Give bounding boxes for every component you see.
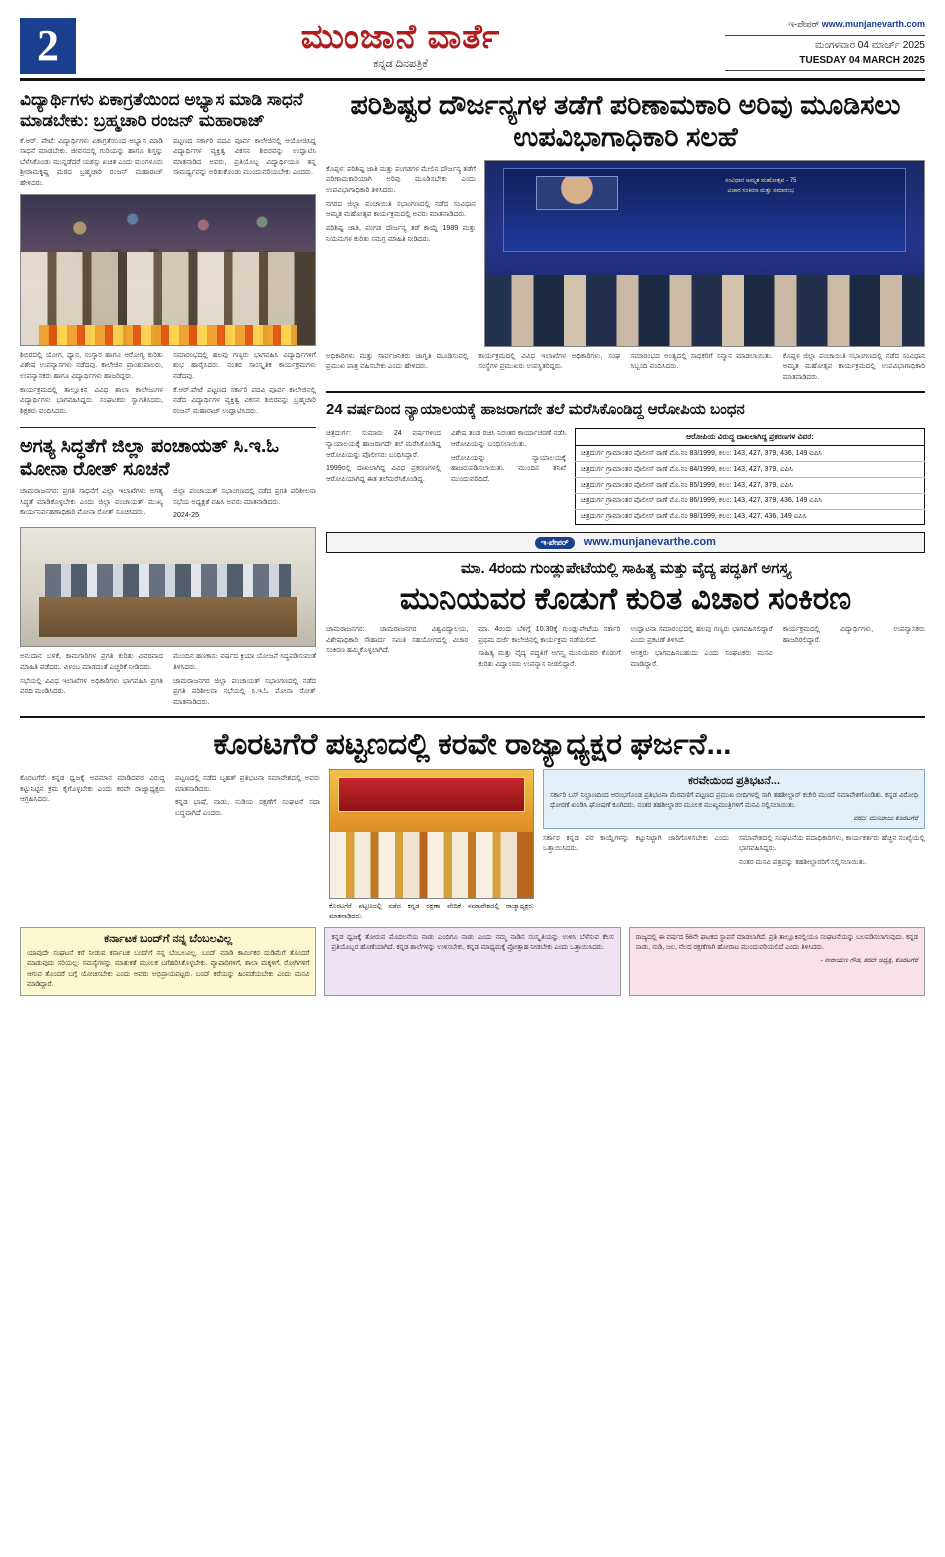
page-number: 2 bbox=[20, 18, 76, 74]
article-2-para: ಸಮಾರಂಭದ ಅಂತ್ಯದಲ್ಲಿ ಸಾಧಕರಿಗೆ ಸನ್ಮಾನ ಮಾಡಲಾಯಿತು. ಸಿಬ್ಬಂದಿ ವಂದಿಸಿದರು. bbox=[630, 351, 773, 371]
banner-line-1: ಸಂವಿಧಾನ ಅಮೃತ ಮಹೋತ್ಸವ - 75 bbox=[725, 178, 797, 185]
article-6-para: ಸಮಾವೇಶದಲ್ಲಿ ಸಂಘಟನೆಯ ಪದಾಧಿಕಾರಿಗಳು, ಕಾರ್ಯಕರ್ತರು ಹೆಚ್ಚಿನ ಸಂಖ್ಯೆಯಲ್ಲಿ ಭಾಗವಹಿಸಿದ್ದರು. bbox=[739, 833, 925, 853]
article-2-para: ಕೊಪ್ಪಳ: ಪರಿಶಿಷ್ಟ ಜಾತಿ ಮತ್ತು ಪಂಗಡಗಳ ಮೇಲಿನ ದೌರ್ಜನ್ಯ ತಡೆಗೆ ಪರಿಣಾಮಕಾರಿಯಾಗಿ ಅರಿವು ಮೂಡಿಸಬೇಕು ಎಂದು ಉಪವಿಭಾಗಾಧಿಕಾರಿ ತಿಳಿಸಿದರು. bbox=[326, 164, 476, 195]
divider bbox=[326, 391, 925, 393]
bottom-box-row bbox=[20, 927, 925, 996]
article-4-para: 1999ರಲ್ಲಿ ದಾಖಲಾಗಿದ್ದ ವಿವಿಧ ಪ್ರಕರಣಗಳಲ್ಲಿ ಆರೋಪಿಯಾಗಿದ್ದ ಈತ ತಲೆಮರೆಸಿಕೊಂಡಿದ್ದ. bbox=[326, 464, 441, 484]
banner-line-2: ವಿಚಾರ ಸಂಕಿರಣ ಮತ್ತು ಸಮಾರಂಭ bbox=[727, 187, 795, 194]
article-3-body-cont bbox=[20, 651, 316, 707]
article-3-year: 2024-25 bbox=[173, 511, 200, 520]
article-1-photo bbox=[20, 194, 316, 346]
table-title: ಆರೋಪಿಯ ವಿರುದ್ಧ ದಾಖಲಾಗಿದ್ದ ಪ್ರಕರಣಗಳ ವಿವರ: bbox=[576, 429, 925, 446]
article-6-headline: ಕೊರಟಗೆರೆ ಪಟ್ಟಣದಲ್ಲಿ ಕರವೇ ರಾಜ್ಯಾಧ್ಯಕ್ಷರ ಘರ್ಜನೆ... bbox=[213, 727, 732, 761]
case-row: ಚಿತ್ರದುರ್ಗ ಗ್ರಾಮಾಂತರ ಪೊಲೀಸ್ ಠಾಣೆ ಮೊ.ನಂ 98/1999, ಕಲಂ: 143, 427, 436, 149 ಐಪಿಸಿ bbox=[581, 513, 807, 521]
table-row bbox=[576, 462, 925, 478]
article-6-photo bbox=[329, 769, 534, 899]
article-6-photo-caption: ಕೊರಟಗೆರೆ ಪಟ್ಟಣದಲ್ಲಿ ನಡೆದ ಕನ್ನಡ ರಕ್ಷಣಾ ವೇದಿಕೆ ಸಮಾವೇಶದಲ್ಲಿ ರಾಜ್ಯಾಧ್ಯಕ್ಷರು ಮಾತನಾಡಿದರು. bbox=[329, 903, 534, 920]
case-row: ಚಿತ್ರದುರ್ಗ ಗ್ರಾಮಾಂತರ ಪೊಲೀಸ್ ಠಾಣೆ ಮೊ.ನಂ 84/1999, ಕಲಂ: 143, 427, 379, ಐಪಿಸಿ bbox=[576, 462, 925, 478]
article-1-para: ಪಟ್ಟಣದ ಸರ್ಕಾರಿ ಪದವಿ ಪೂರ್ವ ಕಾಲೇಜಿನಲ್ಲಿ ಆಯೋಜಿಸಿದ್ದ ವಿದ್ಯಾರ್ಥಿಗಳ ವ್ಯಕ್ತಿತ್ವ ವಿಕಸನ ಶಿಬಿರವನ್ನು ಉದ್ಘಾಟಿಸಿ ಮಾತನಾಡಿದ ಅವರು, ಪ್ರತಿಯೊಬ್ಬ ವಿದ್ಯಾರ್ಥಿಯೂ ತನ್ನ ಸಾಮರ್ಥ್ಯವನ್ನು ಅರಿತುಕೊಂಡು ಮುಂದುವರಿಯಬೇಕು ಎಂದರು. bbox=[173, 136, 316, 177]
box-flag-statement bbox=[324, 927, 620, 996]
box-unit-text: ರಾಜ್ಯದಲ್ಲಿ ಈ ವರ್ಷದ 56ನೇ ಘಟಕದ ಸ್ಥಾಪನೆ ಮಾಡಲಾಗಿದೆ. ಪ್ರತಿ ತಾಲ್ಲೂಕಿನಲ್ಲಿಯೂ ಸಂಘಟನೆಯನ್ನು ಬಲಪಡಿಸಲಾಗುವುದು. ಕನ್ನಡ ನಾಡು, ನುಡಿ, ಜಲ, ನೆಲದ ರಕ್ಷಣೆಗಾಗಿ ಹೋರಾಟ ಮುಂದುವರಿಯಲಿದೆ ಎಂದು ತಿಳಿಸಿದರು. bbox=[635, 934, 918, 952]
article-5-para: ಚಾಮರಾಜನಗರ: ಚಾಮರಾಜನಗರ ವಿಶ್ವವಿದ್ಯಾಲಯ, ವಿಶೇಷಾಧಿಕಾರಿ ಸೌಹಾರ್ದ ಸಮಿತಿ ಸಹಯೋಗದಲ್ಲಿ ವಿಚಾರ ಸಂಕಿರಣ ಹಮ್ಮಿಕೊಳ್ಳಲಾಗಿದೆ. bbox=[326, 625, 469, 655]
date-english: TUESDAY 04 MARCH 2025 bbox=[799, 54, 925, 66]
article-4-body bbox=[326, 428, 566, 487]
table-row bbox=[576, 446, 925, 462]
article-2-para: ನಗರದ ಜಿಲ್ಲಾ ಪಂಚಾಯಿತಿ ಸಭಾಂಗಣದಲ್ಲಿ ನಡೆದ ಸಂವಿಧಾನ ಅಮೃತ ಮಹೋತ್ಸವ ಕಾರ್ಯಕ್ರಮದಲ್ಲಿ ಅವರು ಮಾತನಾಡಿದರು. bbox=[326, 199, 476, 219]
article-5-para: ಮಾ. 4ರಂದು ಬೆಳಿಗ್ಗೆ 10.30ಕ್ಕೆ ಗುಂಡ್ಲುಪೇಟೆಯ ಸರ್ಕಾರಿ ಪ್ರಥಮ ದರ್ಜೆ ಕಾಲೇಜಿನಲ್ಲಿ ಕಾರ್ಯಕ್ರಮ ನಡೆಯಲಿದೆ. bbox=[478, 625, 621, 644]
article-1-para: ಸಮಾರಂಭದಲ್ಲಿ ಹಲವು ಗಣ್ಯರು ಭಾಗವಹಿಸಿ ವಿದ್ಯಾರ್ಥಿಗಳಿಗೆ ಶುಭ ಹಾರೈಸಿದರು. ನಂತರ ಸಾಂಸ್ಕೃತಿಕ ಕಾರ್ಯಕ್ರಮಗಳು ನಡೆದವು. bbox=[173, 350, 316, 380]
photo-protest-banner bbox=[338, 777, 525, 812]
table-row bbox=[576, 478, 925, 494]
article-6-body-left bbox=[20, 773, 320, 819]
article-4-para: ಚಿತ್ರದುರ್ಗ: ಸುಮಾರು 24 ವರ್ಷಗಳಿಂದ ನ್ಯಾಯಾಲಯಕ್ಕೆ ಹಾಜರಾಗದೇ ತಲೆ ಮರೆಸಿಕೊಂಡಿದ್ದ ಆರೋಪಿಯನ್ನು ಪೊಲೀಸರು ಬಂಧಿಸಿದ್ದಾರೆ. bbox=[326, 429, 441, 459]
paper-subtitle: ಕನ್ನಡ ದಿನಪತ್ರಿಕೆ bbox=[373, 57, 428, 70]
article-1-para: ಕಾರ್ಯಕ್ರಮದಲ್ಲಿ ತಾಲ್ಲೂಕಿನ ವಿವಿಧ ಶಾಲಾ ಕಾಲೇಜುಗಳ ವಿದ್ಯಾರ್ಥಿಗಳು ಭಾಗವಹಿಸಿದ್ದರು. ಸಂಘಟಕರು ಸ್ವಾಗತಿಸಿದರು, ಶಿಕ್ಷಕರು ವಂದಿಸಿದರು. bbox=[20, 385, 163, 415]
epaper-web-strip[interactable] bbox=[326, 532, 925, 552]
page-body bbox=[20, 89, 925, 708]
divider bbox=[20, 427, 316, 428]
photo-flower-decor bbox=[39, 325, 298, 345]
article-2-body bbox=[326, 164, 476, 244]
article-5-body bbox=[326, 624, 925, 670]
article-1-body-cont bbox=[20, 350, 316, 420]
sidebar-box-protest-title: ಕರವೇಯಿಂದ ಪ್ರತಿಭಟನೆ... bbox=[687, 775, 781, 788]
photo-dignitaries-row bbox=[485, 275, 924, 345]
article-2-body-left bbox=[326, 160, 476, 347]
article-2-para: ಅಧಿಕಾರಿಗಳು ಮತ್ತು ಸಾರ್ವಜನಿಕರು ಜಾಗೃತಿ ಮೂಡಿಸುವಲ್ಲಿ ಪ್ರಮುಖ ಪಾತ್ರ ವಹಿಸಬೇಕು ಎಂದು ಹೇಳಿದರು. bbox=[326, 351, 469, 371]
article-6-para: ಪಟ್ಟಣದಲ್ಲಿ ನಡೆದ ಬೃಹತ್ ಪ್ರತಿಭಟನಾ ಸಮಾವೇಶದಲ್ಲಿ ಅವರು ಮಾತನಾಡಿದರು. bbox=[175, 774, 320, 793]
box-unit-statement bbox=[629, 927, 925, 996]
article-3-para: ಸಭೆಯಲ್ಲಿ ವಿವಿಧ ಇಲಾಖೆಗಳ ಅಧಿಕಾರಿಗಳು ಭಾಗವಹಿಸಿ ಪ್ರಗತಿ ವರದಿ ಮಂಡಿಸಿದರು. bbox=[20, 676, 163, 696]
photo-seated-officials bbox=[45, 564, 292, 599]
photo-activists-row bbox=[330, 832, 533, 899]
paper-title: ಮುಂಜಾನೆ ವಾರ್ತೆ bbox=[300, 18, 501, 56]
epaper-website-url: www.munjanevarthe.com bbox=[583, 536, 716, 549]
article-1-para: ಕೆ.ಆರ್. ಪೇಟೆ: ವಿದ್ಯಾರ್ಥಿಗಳು ಏಕಾಗ್ರತೆಯಿಂದ ಅಭ್ಯಾಸ ಮಾಡಿ ಸಾಧನೆ ಮಾಡಬೇಕು. ಜೀವನದಲ್ಲಿ ಗುರಿಯನ್ನು ಹಾಗೂ ಶಿಸ್ತನ್ನು ಬೆಳೆಸಿಕೊಂಡು ಮುನ್ನಡೆದರೆ ಯಶಸ್ಸು ಖಚಿತ ಎಂದು ಮಂಗಳೂರು ಶ್ರೀರಾಮಕೃಷ್ಣ ಮಠದ ಬ್ರಹ್ಮಚಾರಿ ರಂಜನ್ ಮಹಾರಾಜ್ ಹೇಳಿದರು. bbox=[20, 136, 163, 188]
epaper-badge: ಇ-ಪೇಪರ್ bbox=[535, 537, 575, 549]
epaper-link[interactable] bbox=[725, 18, 925, 32]
article-5-para: ಆಸಕ್ತರು ಭಾಗವಹಿಸಬಹುದು ಎಂದು ಸಂಘಟಕರು ಮನವಿ ಮಾಡಿದ್ದಾರೆ. bbox=[630, 649, 773, 668]
article-4-para: ಆರೋಪಿಯನ್ನು ನ್ಯಾಯಾಲಯಕ್ಕೆ ಹಾಜರುಪಡಿಸಲಾಯಿತು. ಮುಂದಿನ ತನಿಖೆ ಮುಂದುವರಿದಿದೆ. bbox=[451, 453, 566, 484]
article-2-body-cont bbox=[326, 351, 925, 383]
photo-conference-table bbox=[39, 597, 298, 637]
article-2-photo-caption: ಕೊಪ್ಪಳ ಜಿಲ್ಲಾ ಪಂಚಾಯಿತಿ ಸಭಾಂಗಣದಲ್ಲಿ ನಡೆದ ಸಂವಿಧಾನ ಅಮೃತ ಮಹೋತ್ಸವ ಕಾರ್ಯಕ್ರಮದಲ್ಲಿ ಉಪವಿಭಾಗಾಧಿಕಾರಿ ಮಾತನಾಡಿದರು. bbox=[782, 351, 925, 382]
box-unit-sign: - ನಾರಾಯಣ ಗೌಡ, ಕರವೇ ಅಧ್ಯಕ್ಷ, ಕೊರಟಗೆರೆ bbox=[820, 956, 918, 964]
article-1-photo-caption: ಕೆ.ಆರ್.ಪೇಟೆ ಪಟ್ಟಣದ ಸರ್ಕಾರಿ ಪದವಿ ಪೂರ್ವ ಕಾಲೇಜಿನಲ್ಲಿ ನಡೆದ ವಿದ್ಯಾರ್ಥಿಗಳ ವ್ಯಕ್ತಿತ್ವ ವಿಕಸನ ಶಿಬಿರವನ್ನು ಬ್ರಹ್ಮಚಾರಿ ರಂಜನ್ ಮಹಾರಾಜ್ ಉದ್ಘಾಟಿಸಿದರು. bbox=[173, 385, 316, 415]
photo-banner-title bbox=[632, 177, 889, 196]
article-5-para: ಸಾಹಿತ್ಯ ಮತ್ತು ವೈದ್ಯ ಪದ್ಧತಿಗೆ ಅಗಸ್ತ್ಯ ಮುನಿಯವರ ಕೊಡುಗೆ ಕುರಿತು ವಿದ್ವಾಂಸರು ಉಪನ್ಯಾಸ ನೀಡಲಿದ್ದಾರೆ. bbox=[478, 649, 621, 668]
epaper-url: www.munjanevarth.com bbox=[821, 19, 925, 29]
case-row: ಚಿತ್ರದುರ್ಗ ಗ್ರಾಮಾಂತರ ಪೊಲೀಸ್ ಠಾಣೆ ಮೊ.ನಂ 85/1999, ಕಲಂ: 143, 427, 379, ಐಪಿಸಿ bbox=[576, 478, 925, 494]
masthead-meta bbox=[725, 18, 925, 71]
article-3-para: ಮುಂದಿನ ಹಣಕಾಸು ವರ್ಷದ ಕ್ರಿಯಾ ಯೋಜನೆ ಸಿದ್ಧಪಡಿಸುವಂತೆ ತಿಳಿಸಿದರು. bbox=[173, 652, 316, 672]
article-3-headline: ಅಗತ್ಯ ಸಿದ್ಧತೆಗೆ ಜಿಲ್ಲಾ ಪಂಚಾಯತ್ ಸಿ.ಇ.ಓ ಮೋನಾ ರೋತ್ ಸೂಚನೆ bbox=[20, 435, 280, 481]
table-row bbox=[576, 493, 925, 509]
box-bandh-statement bbox=[20, 927, 316, 996]
masthead-title-wrap bbox=[76, 20, 725, 71]
article-2-para: ಪರಿಶಿಷ್ಟ ಜಾತಿ, ಪಂಗಡ ದೌರ್ಜನ್ಯ ತಡೆ ಕಾಯ್ದೆ 1989 ಮತ್ತು ನಿಯಮಗಳ ಕುರಿತು ಸಮಗ್ರ ಮಾಹಿತಿ ನೀಡಿದರು. bbox=[326, 223, 476, 243]
article-3-body bbox=[20, 486, 316, 522]
photo-ambedkar-portrait bbox=[536, 176, 618, 211]
divider bbox=[20, 716, 925, 718]
left-column bbox=[20, 89, 316, 708]
article-1-body bbox=[20, 136, 316, 189]
article-5-kicker: ಮಾ. 4ರಂದು ಗುಂಡ್ಲುಪೇಟೆಯಲ್ಲಿ ಸಾಹಿತ್ಯ ಮತ್ತು ವೈದ್ಯ ಪದ್ಧತಿಗೆ ಅಗಸ್ತ್ಯ bbox=[460, 559, 791, 577]
right-column bbox=[326, 89, 925, 708]
case-row: ಚಿತ್ರದುರ್ಗ ಗ್ರಾಮಾಂತರ ಪೊಲೀಸ್ ಠಾಣೆ ಮೊ.ನಂ 86/1999, ಕಲಂ: 143, 427, 379, 436, 149 ಐಪಿಸಿ bbox=[576, 493, 925, 509]
article-3-para: ಚಾಮರಾಜನಗರ: ಪ್ರಗತಿ ಸಾಧನೆಗೆ ಎಲ್ಲಾ ಇಲಾಖೆಗಳು ಅಗತ್ಯ ಸಿದ್ಧತೆ ಮಾಡಿಕೊಳ್ಳಬೇಕು ಎಂದು ಜಿಲ್ಲಾ ಪಂಚಾಯತ್ ಮುಖ್ಯ ಕಾರ್ಯನಿರ್ವಹಣಾಧಿಕಾರಿ ಮೋನಾ ರೋತ್ ಸೂಚಿಸಿದರು. bbox=[20, 487, 163, 517]
article-2-para: ಕಾರ್ಯಕ್ರಮದಲ್ಲಿ ವಿವಿಧ ಇಲಾಖೆಗಳ ಅಧಿಕಾರಿಗಳು, ಸಂಘ ಸಂಸ್ಥೆಗಳ ಪ್ರಮುಖರು ಉಪಸ್ಥಿತರಿದ್ದರು. bbox=[478, 351, 621, 371]
sidebar-box-protest-sign: ವರದಿ: ಮುನಿರಾಜು ಕೊರಟಗೆರೆ bbox=[853, 814, 918, 822]
article-6-para: ಕನ್ನಡ ಭಾಷೆ, ನಾಡು, ನುಡಿಯ ರಕ್ಷಣೆಗೆ ಸಂಘಟನೆ ಸದಾ ಬದ್ಧವಾಗಿದೆ ಎಂದರು. bbox=[175, 798, 320, 818]
article-3-para: ಜಿಲ್ಲಾ ಪಂಚಾಯತ್ ಸಭಾಂಗಣದಲ್ಲಿ ನಡೆದ ಪ್ರಗತಿ ಪರಿಶೀಲನಾ ಸಭೆಯ ಅಧ್ಯಕ್ಷತೆ ವಹಿಸಿ ಅವರು ಮಾತನಾಡಿದರು. bbox=[173, 487, 316, 506]
article-1-para: ಶಿಬಿರದಲ್ಲಿ ಯೋಗ, ಧ್ಯಾನ, ಸಂಸ್ಕಾರ ಹಾಗೂ ಆರೋಗ್ಯ ಕುರಿತು ವಿಶೇಷ ಉಪನ್ಯಾಸಗಳು ನಡೆದವು. ಕಾಲೇಜಿನ ಪ್ರಾಂಶುಪಾಲರು, ಉಪನ್ಯಾಸಕರು ಹಾಗೂ ವಿದ್ಯಾರ್ಥಿಗಳು ಹಾಜರಿದ್ದರು. bbox=[20, 350, 163, 380]
date-bar bbox=[725, 35, 925, 71]
photo-event-banner bbox=[503, 168, 907, 251]
epaper-label: ಇ-ಪೇಪರ್ bbox=[788, 19, 820, 29]
article-5-headline: ಮುನಿಯವರ ಕೊಡುಗೆ ಕುರಿತ ವಿಚಾರ ಸಂಕಿರಣ bbox=[399, 581, 852, 617]
masthead bbox=[20, 18, 925, 81]
article-6-para: ಕೊರಟಗೆರೆ: ಕನ್ನಡ ಧ್ವಜಕ್ಕೆ ಅವಮಾನ ಮಾಡಿದವರ ವಿರುದ್ಧ ಕಟ್ಟುನಿಟ್ಟಿನ ಕ್ರಮ ಕೈಗೊಳ್ಳಬೇಕು ಎಂದು ಕರವೇ ರಾಜ್ಯಾಧ್ಯಕ್ಷರು ಆಗ್ರಹಿಸಿದರು. bbox=[20, 774, 165, 804]
article-6-para: ನಂತರ ಮನವಿ ಪತ್ರವನ್ನು ತಹಶೀಲ್ದಾರರಿಗೆ ಸಲ್ಲಿಸಲಾಯಿತು. bbox=[739, 857, 867, 866]
box-bandh-title: ಕರ್ನಾಟಕ ಬಂದ್‌ಗೆ ನನ್ನ ಬೆಂಬಲವಿಲ್ಲ bbox=[104, 933, 233, 946]
box-flag-text: ಕನ್ನಡ ಧ್ವಜಕ್ಕೆ ತೋರುವ ಮೊದಲನೆಯ ನಾಡು ಎಂದಿಗೂ ನಾಡು ಎಂದು ನಮ್ಮ ನಾಡಿನ ಸಂಸ್ಕೃತಿಯನ್ನು ಉಳಿಸಿ ಬೆಳೆಸುವ ಕೆಲಸ ಪ್ರತಿಯೊಬ್ಬರ ಹೊಣೆಯಾಗಿದೆ. ಕನ್ನಡ ಶಾಲೆಗಳನ್ನು ಉಳಿಸಬೇಕು, ಕನ್ನಡ ಮಾಧ್ಯಮಕ್ಕೆ ಪ್ರೋತ್ಸಾಹ ನೀಡಬೇಕು ಎಂದು ಒತ್ತಾಯಿಸಿದರು. bbox=[331, 934, 614, 952]
article-3-photo bbox=[20, 527, 316, 647]
article-4-para: ವಿಶೇಷ ತಂಡ ರಚಿಸಿ ನಿರಂತರ ಕಾರ್ಯಾಚರಣೆ ನಡೆಸಿ ಆರೋಪಿಯನ್ನು ಬಂಧಿಸಲಾಯಿತು. bbox=[451, 429, 566, 449]
article-3-para: ಅನುದಾನ ಬಳಕೆ, ಕಾಮಗಾರಿಗಳ ಪ್ರಗತಿ ಕುರಿತು ವಿವರವಾದ ಮಾಹಿತಿ ಪಡೆದರು. ವಿಳಂಬ ಮಾಡದಂತೆ ಎಚ್ಚರಿಕೆ ನೀಡಿದರು. bbox=[20, 652, 163, 672]
article-1-headline: ವಿದ್ಯಾರ್ಥಿಗಳು ಏಕಾಗ್ರತೆಯಿಂದ ಅಭ್ಯಾಸ ಮಾಡಿ ಸಾಧನೆ ಮಾಡಬೇಕು: ಬ್ರಹ್ಮಚಾರಿ ರಂಜನ್ ಮಹಾರಾಜ್ bbox=[20, 90, 304, 131]
article-6-body-right bbox=[543, 833, 925, 868]
article-4-headline: 24 ವರ್ಷದಿಂದ ನ್ಯಾಯಾಲಯಕ್ಕೆ ಹಾಜರಾಗದೇ ತಲೆ ಮರೆಸಿಕೊಂಡಿದ್ದ ಆರೋಪಿಯ ಬಂಧನ bbox=[326, 400, 745, 418]
case-details-table bbox=[575, 428, 925, 525]
case-row: ಚಿತ್ರದುರ್ಗ ಗ್ರಾಮಾಂತರ ಪೊಲೀಸ್ ಠಾಣೆ ಮೊ.ನಂ 83/1999, ಕಲಂ: 143, 427, 379, 436, 149 ಐಪಿಸಿ bbox=[576, 446, 925, 462]
table-row bbox=[576, 509, 925, 525]
date-kannada: ಮಂಗಳವಾರ 04 ಮಾರ್ಚ್ 2025 bbox=[814, 39, 925, 51]
article-2-headline: ಪರಿಶಿಷ್ಟರ ದೌರ್ಜನ್ಯಗಳ ತಡೆಗೆ ಪರಿಣಾಮಕಾರಿ ಅರಿವು ಮೂಡಿಸಲು ಉಪವಿಭಾಗಾಧಿಕಾರಿ ಸಲಹೆ bbox=[350, 90, 901, 153]
article-5-para: ಕಾರ್ಯಕ್ರಮದಲ್ಲಿ ವಿದ್ಯಾರ್ಥಿಗಳು, ಉಪನ್ಯಾಸಕರು ಹಾಜರಿರಲಿದ್ದಾರೆ. bbox=[782, 625, 925, 644]
article-6-para: ಸರ್ಕಾರ ಕನ್ನಡ ಪರ ಕಾಯ್ದೆಗಳನ್ನು ಕಟ್ಟುನಿಟ್ಟಾಗಿ ಜಾರಿಗೊಳಿಸಬೇಕು ಎಂದು ಒತ್ತಾಯಿಸಿದರು. bbox=[543, 833, 729, 853]
sidebar-box-protest bbox=[543, 769, 925, 828]
article-3-photo-caption: ಚಾಮರಾಜನಗರ ಜಿಲ್ಲಾ ಪಂಚಾಯತ್ ಸಭಾಂಗಣದಲ್ಲಿ ನಡೆದ ಪ್ರಗತಿ ಪರಿಶೀಲನಾ ಸಭೆಯಲ್ಲಿ ಸಿ.ಇ.ಓ ಮೋನಾ ರೋತ್ ಮಾತನಾಡಿದರು. bbox=[173, 676, 316, 707]
article-5-para: ಉದ್ಘಾಟನಾ ಸಮಾರಂಭದಲ್ಲಿ ಹಲವು ಗಣ್ಯರು ಭಾಗವಹಿಸಲಿದ್ದಾರೆ ಎಂದು ಪ್ರಕಟಣೆ ತಿಳಿಸಿದೆ. bbox=[630, 625, 773, 644]
box-bandh-text: ಯಾವುದೇ ಸಂಘಟನೆ ಕರೆ ನೀಡುವ ಕರ್ನಾಟಕ ಬಂದ್‌ಗೆ ನನ್ನ ಬೆಂಬಲವಿಲ್ಲ. ಬಂದ್ ಮಾಡಿ ಕಾರ್ಮಿಕರ ದುಡಿಮೆಗೆ ತೊಂದರೆ ಮಾಡುವುದು ಸರಿಯಲ್ಲ. ಸಮಸ್ಯೆಗಳನ್ನು ಮಾತುಕತೆ ಮೂಲಕ ಬಗೆಹರಿಸಿಕೊಳ್ಳಬೇಕು. ವ್ಯಾಪಾರಿಗಳಿಗೆ, ಶಾಲಾ ಮಕ್ಕಳಿಗೆ, ರೋಗಿಗಳಿಗೆ ಆಗುವ ತೊಂದರೆ ಬಗ್ಗೆ ಯೋಚಿಸಬೇಕು ಎಂದು ಅವರು ಅಭಿಪ್ರಾಯಪಟ್ಟರು. ಬಂದ್ ಕರೆಯನ್ನು ಹಿಂಪಡೆಯಬೇಕು ಎಂದು ಮನವಿ ಮಾಡಿದ್ದಾರೆ. bbox=[27, 950, 310, 988]
sidebar-box-protest-text: ಸರ್ಕಾರಿ ಬಸ್ ನಿಲ್ದಾಣದಿಂದ ಆರಂಭಗೊಂಡ ಪ್ರತಿಭಟನಾ ಮೆರವಣಿಗೆ ಪಟ್ಟಣದ ಪ್ರಮುಖ ಬೀದಿಗಳಲ್ಲಿ ಸಾಗಿ ತಹಶೀಲ್ದಾರ್ ಕಚೇರಿ ಮುಂದೆ ಸಮಾವೇಶಗೊಂಡಿತು. ಕನ್ನಡ ವಿರೋಧಿ ಧೋರಣೆ ಖಂಡಿಸಿ ಘೋಷಣೆ ಕೂಗಿದರು. ನಂತರ ತಹಶೀಲ್ದಾರರ ಮೂಲಕ ಮುಖ್ಯಮಂತ್ರಿಗಳಿಗೆ ಮನವಿ ಸಲ್ಲಿಸಲಾಯಿತು. bbox=[550, 792, 918, 810]
article-2-photo bbox=[484, 160, 925, 347]
